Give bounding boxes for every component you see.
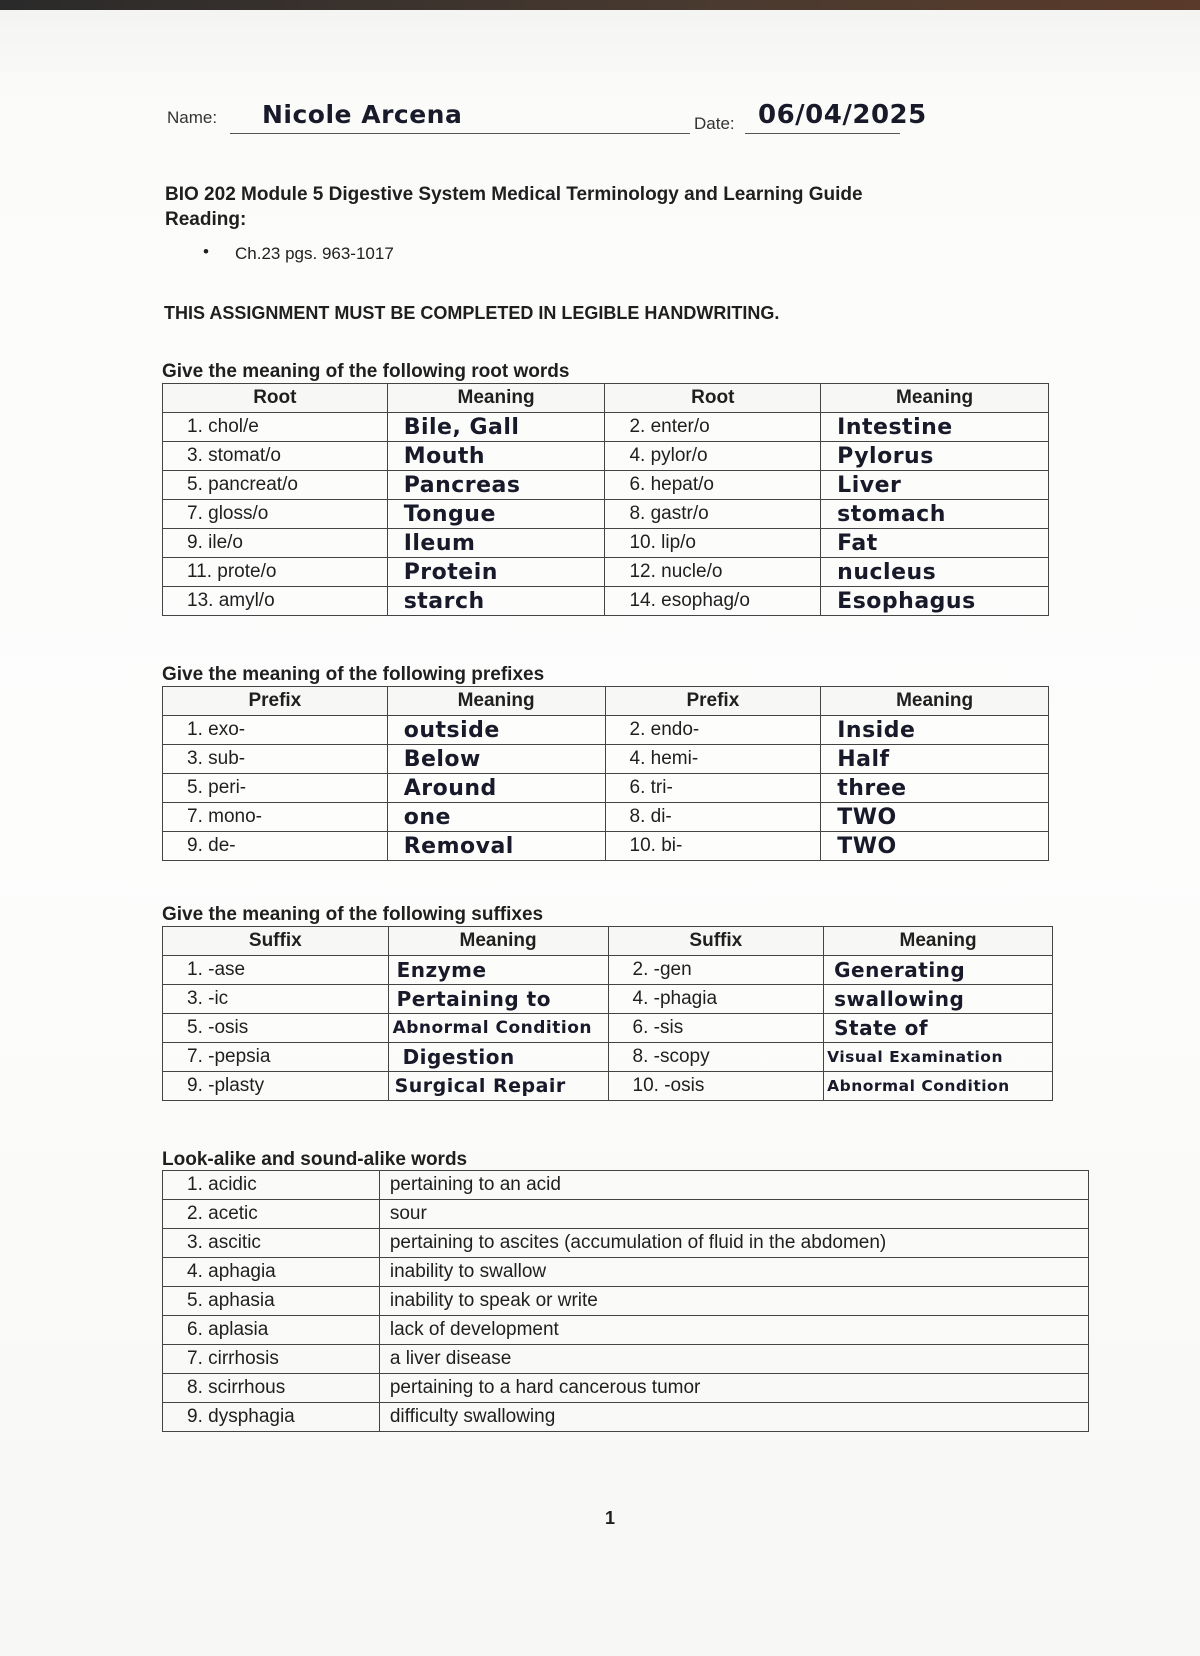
answer-cell: Protein	[387, 558, 605, 587]
answer-cell: TWO	[821, 803, 1049, 832]
roots-heading: Give the meaning of the following root words	[162, 361, 570, 382]
table-row	[163, 500, 1049, 529]
table-row	[163, 745, 1049, 774]
term-cell: 4. -phagia	[608, 985, 824, 1014]
table-header-row	[163, 927, 1053, 956]
term-cell: 8. di-	[605, 803, 821, 832]
term-cell: 4. hemi-	[605, 745, 821, 774]
answer-cell: State of	[824, 1014, 1053, 1043]
answer-cell: Ileum	[387, 529, 605, 558]
definition-cell: difficulty swallowing	[379, 1403, 1088, 1432]
answer-cell: TWO	[821, 832, 1049, 861]
column-header: Meaning	[821, 384, 1049, 413]
answer-cell: Pertaining to	[388, 985, 608, 1014]
answer-cell: Digestion	[388, 1043, 608, 1072]
term-cell: 1. -ase	[163, 956, 389, 985]
term-cell: 3. -ic	[163, 985, 389, 1014]
term-cell: 9. de-	[163, 832, 388, 861]
table-row	[163, 1287, 1089, 1316]
table-row	[163, 529, 1049, 558]
definition-cell: sour	[379, 1200, 1088, 1229]
suffixes-heading: Give the meaning of the following suffixes	[162, 904, 544, 925]
answer-cell: Visual Examination	[824, 1043, 1053, 1072]
term-cell: 6. tri-	[605, 774, 821, 803]
name-underline	[230, 133, 690, 134]
term-cell: 9. ile/o	[163, 529, 388, 558]
reading-label: Reading:	[165, 209, 247, 230]
term-cell: 9. -plasty	[163, 1072, 389, 1101]
answer-cell: Below	[387, 745, 605, 774]
term-cell: 5. pancreat/o	[163, 471, 388, 500]
term-cell: 10. bi-	[605, 832, 821, 861]
answer-cell: Generating	[824, 956, 1053, 985]
answer-cell: outside	[387, 716, 605, 745]
date-underline	[745, 133, 900, 134]
definition-cell: a liver disease	[379, 1345, 1088, 1374]
term-cell: 7. mono-	[163, 803, 388, 832]
column-header: Meaning	[387, 384, 605, 413]
answer-cell: Intestine	[821, 413, 1049, 442]
table-row	[163, 1403, 1089, 1432]
answer-cell: Mouth	[387, 442, 605, 471]
term-cell: 5. peri-	[163, 774, 388, 803]
term-cell: 11. prote/o	[163, 558, 388, 587]
table-row	[163, 803, 1049, 832]
column-header: Suffix	[608, 927, 824, 956]
scan-edge	[0, 0, 1200, 10]
bullet-icon: •	[203, 242, 209, 261]
term-cell: 1. chol/e	[163, 413, 388, 442]
table-row	[163, 774, 1049, 803]
term-cell: 6. aplasia	[163, 1316, 380, 1345]
definition-cell: inability to swallow	[379, 1258, 1088, 1287]
term-cell: 5. -osis	[163, 1014, 389, 1043]
term-cell: 2. -gen	[608, 956, 824, 985]
answer-cell: Abnormal Condition	[824, 1072, 1053, 1101]
term-cell: 12. nucle/o	[605, 558, 821, 587]
lookalike-heading: Look-alike and sound-alike words	[162, 1149, 468, 1170]
table-row	[163, 832, 1049, 861]
term-cell: 1. acidic	[163, 1171, 380, 1200]
lookalike-table	[162, 1170, 1089, 1432]
answer-cell: stomach	[821, 500, 1049, 529]
term-cell: 8. scirrhous	[163, 1374, 380, 1403]
definition-cell: pertaining to a hard cancerous tumor	[379, 1374, 1088, 1403]
table-row	[163, 1171, 1089, 1200]
column-header: Meaning	[821, 687, 1049, 716]
term-cell: 7. -pepsia	[163, 1043, 389, 1072]
term-cell: 10. -osis	[608, 1072, 824, 1101]
table-row	[163, 1229, 1089, 1258]
reading-item: Ch.23 pgs. 963-1017	[235, 244, 394, 263]
column-header: Suffix	[163, 927, 389, 956]
date-label: Date:	[694, 114, 735, 133]
answer-cell: Liver	[821, 471, 1049, 500]
table-row	[163, 716, 1049, 745]
term-cell: 5. aphasia	[163, 1287, 380, 1316]
answer-cell: Half	[821, 745, 1049, 774]
column-header: Prefix	[163, 687, 388, 716]
answer-cell: Removal	[387, 832, 605, 861]
term-cell: 6. -sis	[608, 1014, 824, 1043]
table-row	[163, 471, 1049, 500]
page-number: 1	[605, 1508, 616, 1528]
instruction-text: THIS ASSIGNMENT MUST BE COMPLETED IN LEGIBLE HANDWRITING.	[164, 303, 780, 323]
term-cell: 8. -scopy	[608, 1043, 824, 1072]
term-cell: 4. pylor/o	[605, 442, 821, 471]
suffixes-table	[162, 926, 1053, 1101]
term-cell: 6. hepat/o	[605, 471, 821, 500]
term-cell: 13. amyl/o	[163, 587, 388, 616]
table-row	[163, 1316, 1089, 1345]
term-cell: 7. cirrhosis	[163, 1345, 380, 1374]
answer-cell: one	[387, 803, 605, 832]
term-cell: 3. ascitic	[163, 1229, 380, 1258]
table-header-row	[163, 384, 1049, 413]
table-row	[163, 558, 1049, 587]
term-cell: 14. esophag/o	[605, 587, 821, 616]
term-cell: 7. gloss/o	[163, 500, 388, 529]
term-cell: 1. exo-	[163, 716, 388, 745]
term-cell: 3. sub-	[163, 745, 388, 774]
answer-cell: Fat	[821, 529, 1049, 558]
prefixes-heading: Give the meaning of the following prefixes	[162, 664, 545, 685]
table-row	[163, 1258, 1089, 1287]
answer-cell: Esophagus	[821, 587, 1049, 616]
table-row	[163, 442, 1049, 471]
term-cell: 2. acetic	[163, 1200, 380, 1229]
column-header: Prefix	[605, 687, 821, 716]
table-row	[163, 587, 1049, 616]
table-row	[163, 413, 1049, 442]
term-cell: 2. enter/o	[605, 413, 821, 442]
answer-cell: starch	[387, 587, 605, 616]
definition-cell: inability to speak or write	[379, 1287, 1088, 1316]
column-header: Meaning	[388, 927, 608, 956]
definition-cell: pertaining to an acid	[379, 1171, 1088, 1200]
document-title: BIO 202 Module 5 Digestive System Medical Terminology and Learning Guide	[165, 184, 863, 205]
answer-cell: Pancreas	[387, 471, 605, 500]
roots-table	[162, 383, 1049, 616]
answer-cell: Enzyme	[388, 956, 608, 985]
table-row	[163, 1014, 1053, 1043]
table-header-row	[163, 687, 1049, 716]
term-cell: 4. aphagia	[163, 1258, 380, 1287]
column-header: Meaning	[824, 927, 1053, 956]
answer-cell: nucleus	[821, 558, 1049, 587]
table-row	[163, 1072, 1053, 1101]
date-value: 06/04/2025	[758, 100, 927, 130]
table-row	[163, 1374, 1089, 1403]
term-cell: 2. endo-	[605, 716, 821, 745]
column-header: Meaning	[387, 687, 605, 716]
answer-cell: Abnormal Condition	[388, 1014, 608, 1043]
answer-cell: swallowing	[824, 985, 1053, 1014]
table-row	[163, 985, 1053, 1014]
answer-cell: Bile, Gall	[387, 413, 605, 442]
answer-cell: Surgical Repair	[388, 1072, 608, 1101]
table-row	[163, 1200, 1089, 1229]
answer-cell: three	[821, 774, 1049, 803]
term-cell: 9. dysphagia	[163, 1403, 380, 1432]
definition-cell: lack of development	[379, 1316, 1088, 1345]
definition-cell: pertaining to ascites (accumulation of fluid in the abdomen)	[379, 1229, 1088, 1258]
answer-cell: Around	[387, 774, 605, 803]
term-cell: 8. gastr/o	[605, 500, 821, 529]
column-header: Root	[605, 384, 821, 413]
answer-cell: Tongue	[387, 500, 605, 529]
answer-cell: Inside	[821, 716, 1049, 745]
column-header: Root	[163, 384, 388, 413]
term-cell: 10. lip/o	[605, 529, 821, 558]
table-row	[163, 1043, 1053, 1072]
name-value: Nicole Arcena	[262, 100, 463, 129]
table-row	[163, 956, 1053, 985]
table-row	[163, 1345, 1089, 1374]
answer-cell: Pylorus	[821, 442, 1049, 471]
term-cell: 3. stomat/o	[163, 442, 388, 471]
prefixes-table	[162, 686, 1049, 861]
name-label: Name:	[167, 108, 218, 127]
